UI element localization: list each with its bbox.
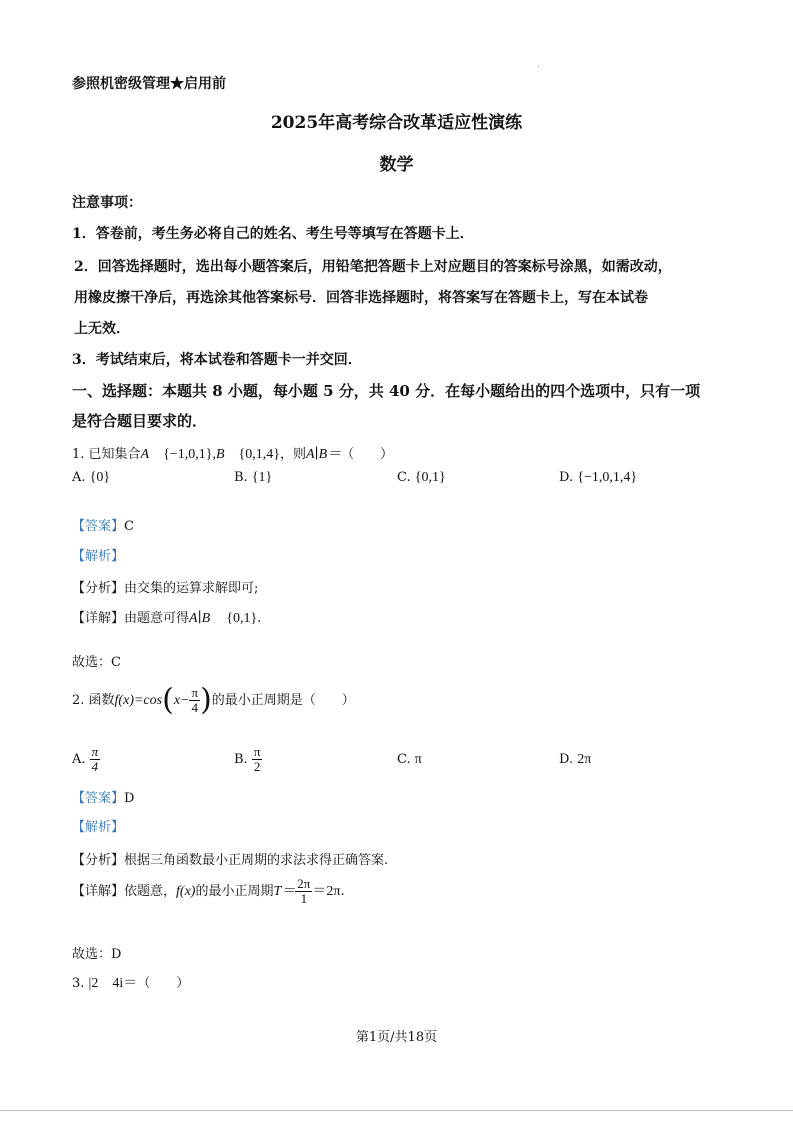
question-2-fenxi [72, 849, 388, 868]
notice-item-3: 3．考试结束后，将本试卷和答题卡一并交回． [72, 352, 362, 368]
detail-mid: 的最小正周期 [195, 884, 274, 899]
fraction-numerator: 2π [297, 876, 311, 892]
notice-item-1: 1．答卷前，考生务必将自己的姓名、考生号等填写在答题卡上． [72, 226, 474, 242]
fraction-numerator: π [253, 744, 261, 760]
option-value: {0,1} [414, 470, 446, 485]
subject-title: 数学 [379, 155, 414, 175]
question-1-mid: ，则 [279, 447, 306, 462]
option-fraction [90, 745, 101, 773]
notice-heading: 注意事项： [72, 195, 142, 211]
detail-func: f(x) [176, 884, 196, 899]
notice-item-2-line-3: 上无效． [74, 321, 130, 337]
left-paren: ( [162, 682, 174, 718]
question-1-set-a-var: A [140, 447, 150, 462]
question-2-suffix: 的最小正周期是（ ） [211, 693, 355, 708]
exam-title: 2025年高考综合改革适应性演练 [270, 113, 523, 133]
fenxi-tag: 【分析】 [72, 581, 125, 596]
question-1-option-d [559, 470, 637, 486]
question-2-detail [72, 872, 345, 912]
question-1-blank: （ ） [341, 447, 394, 462]
answer-tag: 【答案】 [72, 791, 125, 806]
question-1-set-b-var: B [215, 447, 225, 462]
answer-value: D [124, 791, 135, 806]
fenxi-text: 根据三角函数最小正周期的求法求得正确答案. [124, 853, 389, 868]
question-2-option-a [72, 742, 100, 778]
detail-prefix: 由题意可得 [124, 611, 190, 626]
question-2-option-d [559, 752, 591, 768]
option-label: C. [397, 470, 411, 485]
question-1-conclusion: 故选：C [72, 655, 121, 670]
option-label: D. [559, 752, 574, 767]
option-label: D. [559, 470, 574, 485]
notice-item-2-line-1: 2．回答选择题时，选出每小题答案后，用铅笔把答题卡上对应题目的答案标号涂黑，如需改动， [74, 259, 672, 275]
question-1 [72, 443, 393, 463]
question-3 [72, 972, 189, 992]
detail-result: ＝2π [312, 884, 341, 899]
option-label: C. [397, 752, 411, 767]
option-value: π [414, 752, 422, 767]
detail-tag: 【详解】 [72, 884, 125, 899]
option-label: A. [72, 470, 86, 485]
question-1-detail [72, 607, 261, 627]
question-3-blank: （ ） [137, 976, 190, 991]
question-2-option-c [397, 752, 422, 768]
detail-tag: 【详解】 [72, 611, 125, 626]
answer-tag: 【答案】 [72, 519, 125, 534]
question-1-option-c [397, 470, 446, 486]
fraction-denominator: 1 [300, 891, 308, 906]
fraction-numerator: π [91, 744, 99, 760]
notice-item-2-line-2: 用橡皮擦干净后，再选涂其他答案标号．回答非选择题时，将答案写在答题卡上，写在本试卷 [74, 290, 648, 306]
page-bottom-divider [0, 1110, 793, 1111]
section-1-line-1: 一、选择题：本题共 8 小题，每小题 5 分，共 40 分．在每小题给出的四个选项中，只有一项 [72, 382, 701, 400]
option-value: 2π [577, 752, 592, 767]
detail-result: {0,1} [226, 611, 258, 626]
question-3-expr: |2 4i＝ [88, 976, 138, 991]
fraction-denominator: 2 [253, 759, 261, 774]
question-2 [72, 680, 355, 722]
section-1-line-2: 是符合题目要求的． [72, 412, 208, 430]
question-2-answer [72, 787, 134, 806]
question-2-option-b [234, 742, 262, 778]
question-2-fraction [189, 686, 200, 714]
option-label: B. [234, 470, 248, 485]
option-value: {1} [251, 470, 273, 485]
detail-fraction [295, 877, 312, 905]
question-3-prefix: 3. [72, 976, 85, 991]
fenxi-tag: 【分析】 [72, 853, 125, 868]
question-2-inner: x− [173, 693, 190, 708]
fraction-denominator: 4 [91, 759, 99, 774]
detail-prefix: 依题意， [124, 884, 177, 899]
option-fraction [252, 745, 263, 773]
option-value: {−1,0,1,4} [577, 470, 638, 485]
question-2-analysis-tag: 【解析】 [72, 820, 125, 835]
question-2-conclusion: 故选：D [72, 947, 122, 962]
fenxi-text: 由交集的运算求解即可; [124, 581, 259, 596]
question-1-analysis-tag: 【解析】 [72, 549, 125, 564]
page-number: 第1页/共18页 [355, 1030, 438, 1045]
detail-end: . [257, 611, 262, 626]
option-value: {0} [89, 470, 111, 485]
question-1-option-a [72, 470, 110, 486]
detail-expr: A∣B [189, 611, 211, 626]
question-1-expr: A∣B＝ [305, 447, 342, 462]
question-1-fenxi [72, 577, 258, 596]
question-2-prefix: 2. 函数 [72, 693, 115, 708]
question-1-set-a: {−1,0,1}, [163, 447, 216, 462]
right-paren: ) [200, 682, 212, 718]
detail-end: . [340, 884, 345, 899]
question-1-set-b: {0,1,4} [238, 447, 280, 462]
question-1-option-b [234, 470, 272, 486]
option-label: A. [72, 752, 86, 767]
detail-t: T＝ [273, 884, 296, 899]
option-label: B. [234, 752, 248, 767]
secret-level-label: 参照机密级管理★启用前 [72, 76, 226, 92]
scan-dot [538, 66, 539, 67]
fraction-numerator: π [191, 685, 199, 701]
answer-value: C [124, 519, 134, 534]
fraction-denominator: 4 [191, 700, 199, 715]
question-1-prefix: 1. 已知集合 [72, 447, 141, 462]
question-1-answer [72, 515, 134, 534]
question-2-func: f(x)=cos [114, 693, 163, 708]
